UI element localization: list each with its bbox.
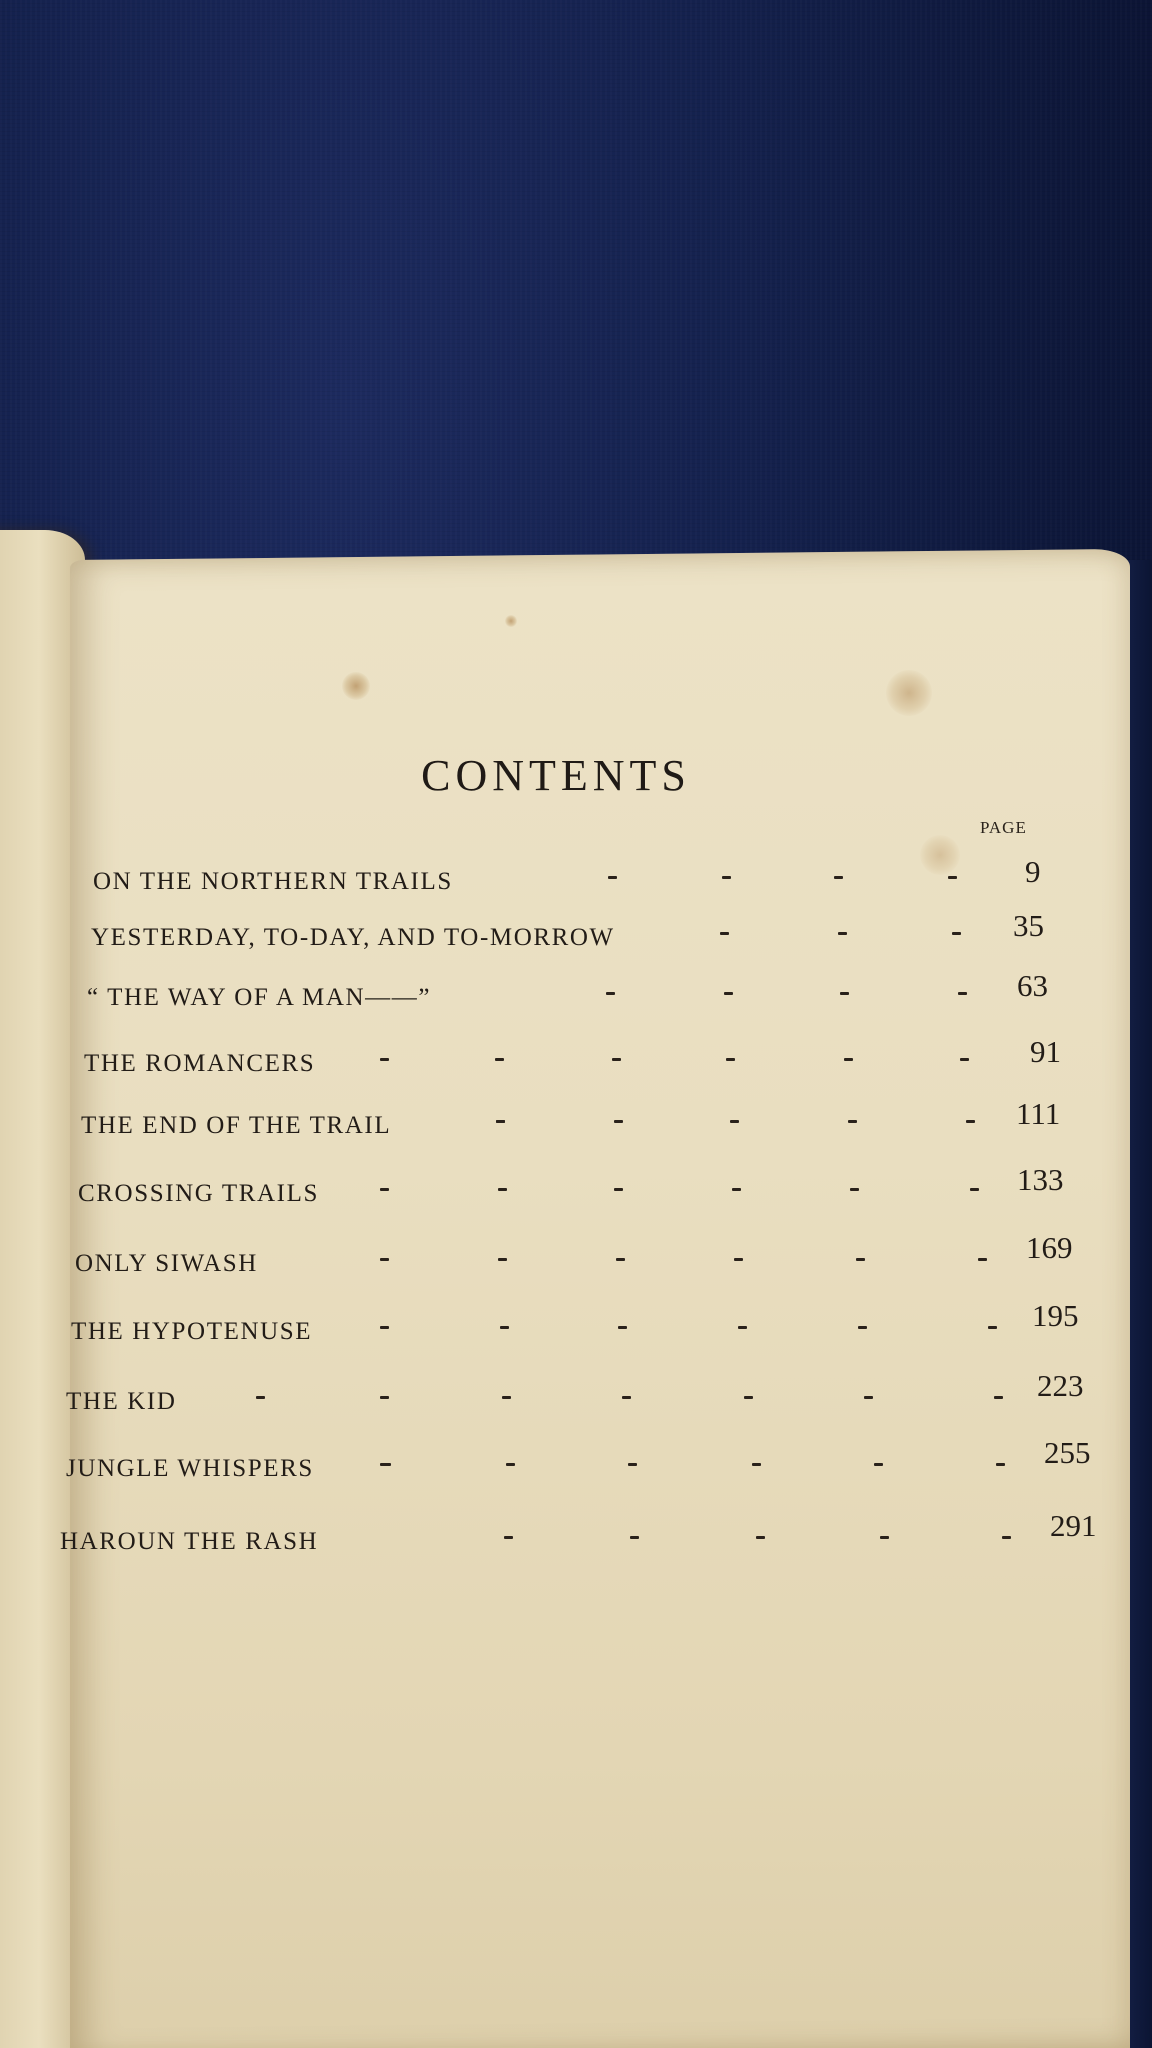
- entry-page-number: 291: [1050, 1508, 1097, 1543]
- contents-entry: [0, 1508, 1152, 1578]
- leader-dash: [732, 1188, 741, 1191]
- leader-dash: [380, 1396, 389, 1399]
- contents-entry: [0, 1368, 1152, 1438]
- entry-title: “ THE WAY OF A MAN——”: [87, 984, 432, 1011]
- leader-dash: [722, 876, 731, 879]
- leader-dash: [734, 1258, 743, 1261]
- leader-dash: [502, 1396, 511, 1399]
- leader-dash: [616, 1258, 625, 1261]
- foxing-spot: [886, 670, 932, 716]
- entry-page-number: 195: [1032, 1298, 1079, 1333]
- leader-dash: [618, 1326, 627, 1329]
- leader-dash: [380, 1463, 389, 1466]
- entry-title: ON THE NORTHERN TRAILS: [93, 868, 453, 895]
- leader-dash: [628, 1463, 637, 1466]
- entry-title: THE ROMANCERS: [84, 1050, 316, 1077]
- contents-entry: [0, 1230, 1152, 1300]
- leader-dash: [504, 1536, 513, 1539]
- contents-heading: CONTENTS: [421, 751, 691, 800]
- leader-dash: [380, 1058, 389, 1061]
- leader-dash: [614, 1188, 623, 1191]
- leader-dash: [608, 876, 617, 879]
- leader-dash: [720, 932, 729, 935]
- leader-dash: [622, 1396, 631, 1399]
- leader-dash: [614, 1120, 623, 1123]
- entry-page-number: 91: [1030, 1034, 1061, 1069]
- entry-page-number: 133: [1017, 1162, 1064, 1197]
- foxing-spot: [505, 615, 517, 627]
- leader-dash: [380, 1258, 389, 1261]
- leader-dash: [500, 1326, 509, 1329]
- leader-dash: [838, 932, 847, 935]
- contents-entry: [0, 1034, 1152, 1100]
- leader-dash: [994, 1396, 1003, 1399]
- leader-dash: [726, 1058, 735, 1061]
- leader-dash: [612, 1058, 621, 1061]
- entry-title: THE KID: [66, 1388, 177, 1415]
- leader-dash: [834, 876, 843, 879]
- leader-dash: [506, 1463, 515, 1466]
- blue-cloth-cover: [0, 0, 1152, 620]
- entry-title: THE HYPOTENUSE: [71, 1318, 313, 1345]
- entry-page-number: 35: [1013, 908, 1044, 943]
- entry-page-number: 255: [1044, 1435, 1091, 1470]
- entry-title: CROSSING TRAILS: [78, 1180, 319, 1207]
- entry-page-number: 63: [1017, 968, 1048, 1003]
- leader-dash: [738, 1326, 747, 1329]
- entry-page-number: 9: [1025, 854, 1041, 889]
- leader-dash: [606, 992, 615, 995]
- leader-dash: [996, 1463, 1005, 1466]
- leader-dash: [840, 992, 849, 995]
- entry-title: ONLY SIWASH: [75, 1250, 258, 1277]
- leader-dash: [496, 1120, 505, 1123]
- leader-dash: [880, 1536, 889, 1539]
- entry-title: HAROUN THE RASH: [60, 1528, 319, 1555]
- leader-dash: [960, 1058, 969, 1061]
- contents-entry: [0, 1435, 1152, 1505]
- entry-page-number: 111: [1016, 1096, 1061, 1131]
- contents-entry: [0, 1162, 1152, 1230]
- leader-dash: [848, 1120, 857, 1123]
- leader-dash: [495, 1058, 504, 1061]
- contents-entry: [0, 1096, 1152, 1162]
- leader-dash: [856, 1258, 865, 1261]
- leader-dash: [380, 1188, 389, 1191]
- foxing-spot: [342, 672, 370, 700]
- page-column-label: PAGE: [980, 818, 1027, 837]
- leader-dash: [756, 1536, 765, 1539]
- leader-dash: [1002, 1536, 1011, 1539]
- leader-dash: [724, 992, 733, 995]
- leader-dash: [844, 1058, 853, 1061]
- leader-dash: [952, 932, 961, 935]
- leader-dash: [630, 1536, 639, 1539]
- leader-dash: [498, 1258, 507, 1261]
- contents-entry: [0, 968, 1152, 1034]
- entry-title: THE END OF THE TRAIL: [81, 1112, 392, 1139]
- leader-dash: [988, 1326, 997, 1329]
- leader-dash: [978, 1258, 987, 1261]
- contents-entry: [0, 854, 1152, 918]
- contents-entry: [0, 1298, 1152, 1368]
- leader-dash: [958, 992, 967, 995]
- leader-dash: [380, 1326, 389, 1329]
- leader-dash: [874, 1463, 883, 1466]
- entry-page-number: 169: [1026, 1230, 1073, 1265]
- entry-title: JUNGLE WHISPERS: [66, 1455, 314, 1482]
- leader-dash: [850, 1188, 859, 1191]
- entry-page-number: 223: [1037, 1368, 1084, 1403]
- leader-dash: [858, 1326, 867, 1329]
- leader-dash: [256, 1396, 265, 1399]
- leader-dash: [498, 1188, 507, 1191]
- leader-dash: [744, 1396, 753, 1399]
- leader-dash: [864, 1396, 873, 1399]
- leader-dash: [730, 1120, 739, 1123]
- leader-dash: [970, 1188, 979, 1191]
- leader-dash: [966, 1120, 975, 1123]
- leader-dash: [752, 1463, 761, 1466]
- entry-title: YESTERDAY, TO-DAY, AND TO-MORROW: [91, 924, 615, 951]
- contents-entry: [0, 908, 1152, 974]
- leader-dash: [948, 876, 957, 879]
